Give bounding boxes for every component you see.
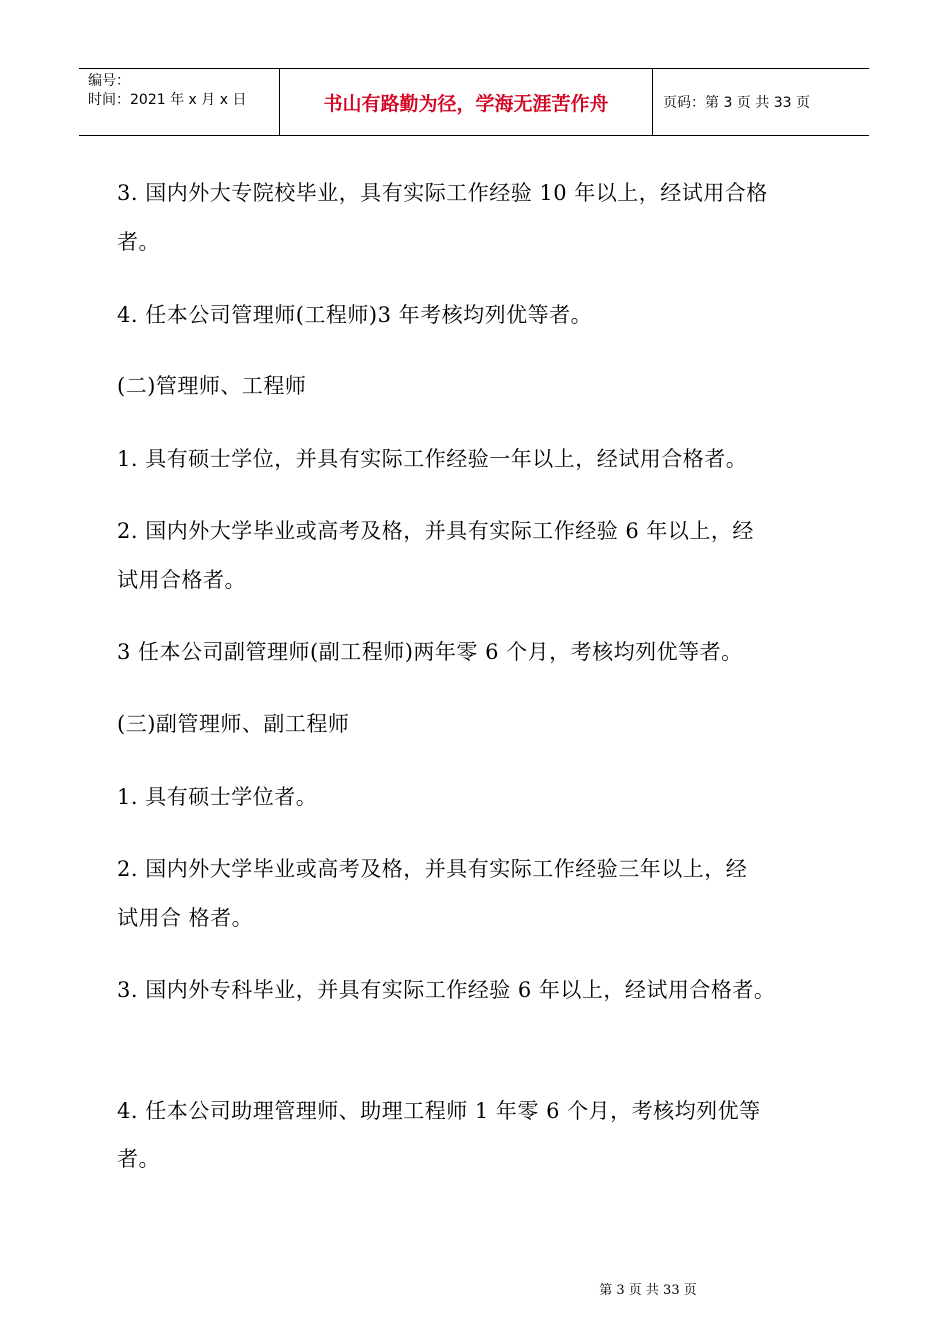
body-line: 2. 国内外大学毕业或高考及格，并具有实际工作经验三年以上，经 [117,857,748,881]
body-line: 1. 具有硕士学位者。 [117,785,318,809]
section-heading: (二)管理师、工程师 [117,374,307,398]
document-number-label: 编号： [88,73,130,89]
body-line: 3. 国内外专科毕业，并具有实际工作经验 6 年以上，经试用合格者。 [117,978,776,1002]
header-motto: 书山有路勤为径，学海无涯苦作舟 [280,69,653,135]
body-line: 2. 国内外大学毕业或高考及格，并具有实际工作经验 6 年以上，经 [117,519,754,543]
body-line: 4. 任本公司助理管理师、助理工程师 1 年零 6 个月，考核均列优等 [117,1099,761,1123]
body-line: 者。 [117,230,160,254]
section-heading: (三)副管理师、副工程师 [117,712,350,736]
body-line: 者。 [117,1147,160,1171]
body-line: 试用合 格者。 [117,906,254,930]
body-line: 1. 具有硕士学位，并具有实际工作经验一年以上，经试用合格者。 [117,447,748,471]
header-page-info: 页码：第 3 页 共 33 页 [663,95,810,111]
page-footer: 第 3 页 共 33 页 [599,1283,697,1298]
body-line: 3 任本公司副管理师(副工程师)两年零 6 个月，考核均列优等者。 [117,640,743,664]
body-line: 试用合格者。 [117,568,246,592]
document-date: 时间：2021 年 x 月 x 日 [88,92,247,108]
body-line: 3. 国内外大专院校毕业，具有实际工作经验 10 年以上，经试用合格 [117,181,768,205]
document-header [79,68,869,136]
header-meta [79,69,280,135]
body-line: 4. 任本公司管理师(工程师)3 年考核均列优等者。 [117,303,593,327]
